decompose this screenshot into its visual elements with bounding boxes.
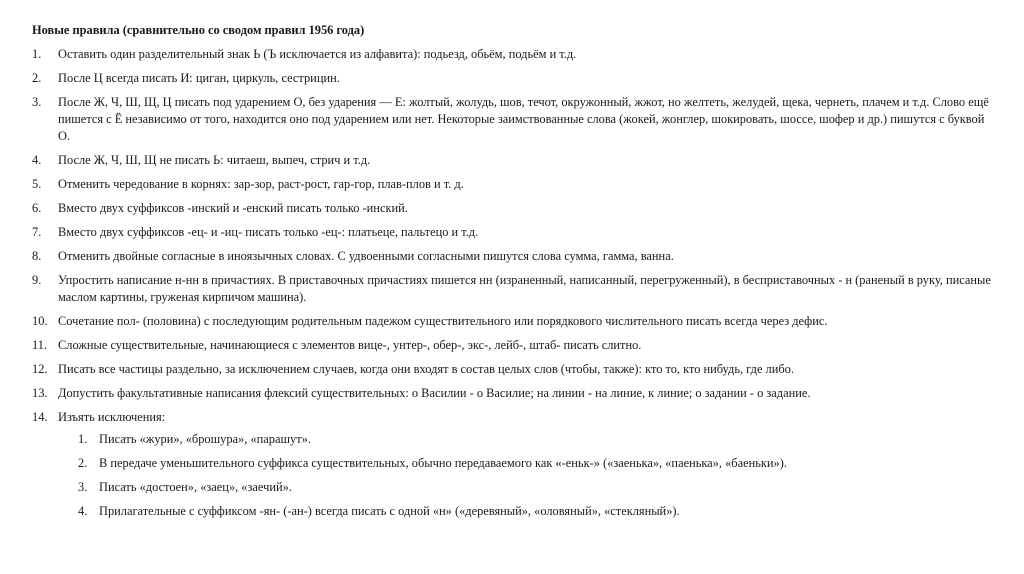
rule-text: После Ц всегда писать И: циган, циркуль, сестрицин. xyxy=(58,71,340,85)
rule-text: Изъять исключения: xyxy=(58,410,166,424)
exception-number: 4. xyxy=(78,504,88,518)
exception-item xyxy=(78,479,997,496)
rule-item xyxy=(32,272,997,306)
rule-item xyxy=(32,46,997,63)
rule-text: Писать все частицы раздельно, за исключением случаев, когда они входят в состав целых слов (чтобы, также): кто то, кто нибудь, где либо. xyxy=(58,362,794,376)
rule-item xyxy=(32,409,997,527)
exception-text: В передаче уменьшительного суффикса существительных, обычно передаваемого как «-еньк-» («заенька», «паенька», «баеньки»). xyxy=(99,456,787,470)
rule-number: 2. xyxy=(32,71,42,85)
rule-text-container xyxy=(58,409,997,527)
rule-number: 14. xyxy=(32,410,48,424)
rule-number: 5. xyxy=(32,177,42,191)
rule-text: Отменить двойные согласные в иноязычных словах. С удвоенными согласными пишутся слова сумма, гамма, ванна. xyxy=(58,249,674,263)
rule-item xyxy=(32,70,997,87)
rule-number: 10. xyxy=(32,314,48,328)
exceptions-list xyxy=(58,431,997,520)
exception-text: Писать «достоен», «заец», «заечий». xyxy=(99,480,292,494)
rule-item xyxy=(32,313,997,330)
rule-item xyxy=(32,248,997,265)
rule-number: 1. xyxy=(32,47,42,61)
exception-number: 2. xyxy=(78,456,88,470)
exception-item xyxy=(78,455,997,472)
rule-number: 12. xyxy=(32,362,48,376)
rules-list xyxy=(32,46,997,527)
rule-number: 8. xyxy=(32,249,42,263)
rule-text: Оставить один разделительный знак Ь (Ъ исключается из алфавита): подьезд, обьём, подьём и т.д. xyxy=(58,47,577,61)
rule-text: Сложные существительные, начинающиеся с элементов вице-, унтер-, обер-, экс-, лейб-, штаб- писать слитно. xyxy=(58,338,642,352)
rule-number: 13. xyxy=(32,386,48,400)
exception-item xyxy=(78,503,997,520)
rule-number: 3. xyxy=(32,95,42,109)
exception-text: Писать «жури», «брошура», «парашут». xyxy=(99,432,311,446)
rule-item xyxy=(32,361,997,378)
rule-item xyxy=(32,385,997,402)
rule-text: Вместо двух суффиксов -ец- и -иц- писать только -ец-: платьеце, пальтецо и т.д. xyxy=(58,225,479,239)
exception-number: 1. xyxy=(78,432,88,446)
exception-number: 3. xyxy=(78,480,88,494)
exception-text: Прилагательные с суффиксом -ян- (-ан-) всегда писать с одной «н» («деревяный», «оловяный», «стекляный»). xyxy=(99,504,680,518)
rule-item xyxy=(32,152,997,169)
rule-number: 11. xyxy=(32,338,48,352)
rule-text: Допустить факультативные написания флексий существительных: о Василии - о Василие; на линии - на линие, к линие; о задании - о задание. xyxy=(58,386,811,400)
rule-text: После Ж, Ч, Ш, Щ, Ц писать под ударением О, без ударения — Е: жолтый, жолудь, шов, течот, окружонный, жжот, но желтеть, желудей, щека, чернеть, плачем и т.д. Слово ещё пишется с Ё независимо от того, находится оно под ударением или нет. Некоторые заимствованные слова (жокей, жонглер, шокировать, шоссе, шофер и др.) пишутся с буквой О. xyxy=(58,95,989,143)
rule-item xyxy=(32,337,997,354)
exception-item xyxy=(78,431,997,448)
page-title: Новые правила (сравнительно со сводом правил 1956 года) xyxy=(32,23,365,37)
rule-number: 7. xyxy=(32,225,42,239)
slide-content xyxy=(32,23,997,534)
rule-item xyxy=(32,176,997,193)
rule-text: Вместо двух суффиксов -инский и -енский писать только -инский. xyxy=(58,201,408,215)
rule-item xyxy=(32,94,997,145)
rule-number: 9. xyxy=(32,273,42,287)
rule-number: 6. xyxy=(32,201,42,215)
rule-item xyxy=(32,224,997,241)
rule-text: После Ж, Ч, Ш, Щ не писать Ь: читаеш, выпеч, стрич и т.д. xyxy=(58,153,371,167)
rule-text: Упростить написание н-нн в причастиях. В приставочных причастиях пишется нн (израненный, написанный, перегруженный), в бесприставочных - н (раненый в руку, писаные маслом картины, груженая кирпичом машина). xyxy=(58,273,991,304)
rule-text: Отменить чередование в корнях: зар-зор, раст-рост, гар-гор, плав-плов и т. д. xyxy=(58,177,464,191)
rule-text: Сочетание пол- (половина) с последующим родительным падежом существительного или порядкового числительного писать всегда через дефис. xyxy=(58,314,828,328)
rule-number: 4. xyxy=(32,153,42,167)
rule-item xyxy=(32,200,997,217)
